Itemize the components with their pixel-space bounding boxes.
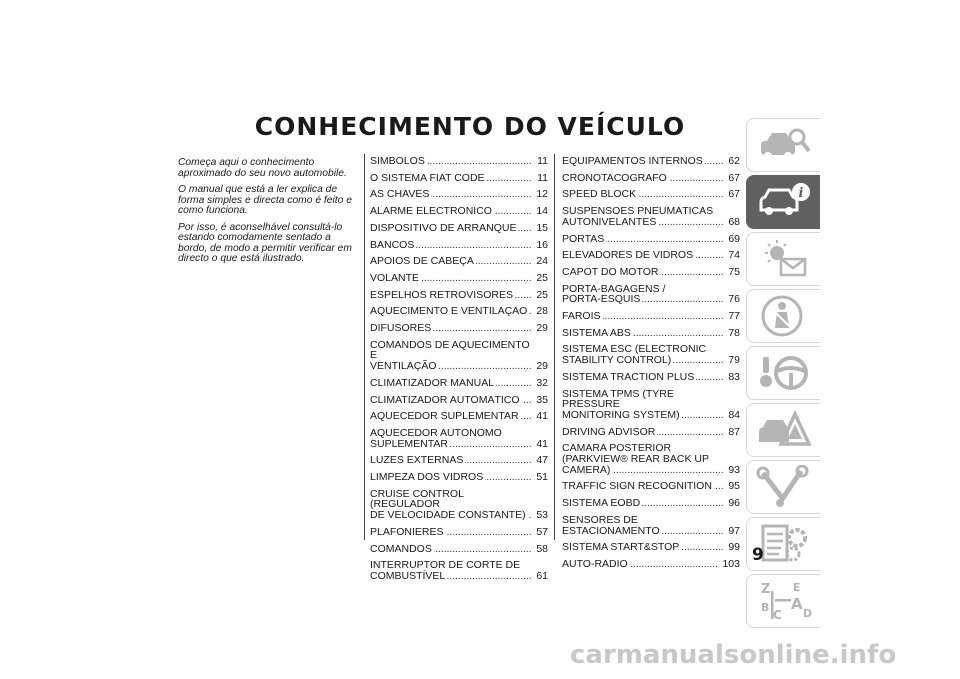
toc-entry-page: 41 — [531, 411, 548, 422]
intro-paragraph: Começa aqui o conhecimento aproximado do seu novo automobile. — [178, 157, 347, 179]
tab-alphabetical-index[interactable] — [746, 574, 820, 628]
toc-entry-page: 84 — [723, 410, 740, 421]
toc-entry-page: 57 — [531, 527, 548, 538]
toc-entry[interactable] — [562, 481, 740, 492]
toc-entry[interactable] — [370, 156, 548, 167]
toc-entry-title: CÂMARA POSTERIOR (PARKVIEW® REAR BACK UP CAMERA) — [562, 443, 709, 476]
toc-entry-page: 11 — [531, 156, 548, 167]
svg-text:B: B — [760, 601, 769, 614]
watermark: carmanualsonline.info — [570, 640, 897, 670]
toc-entry-title: SENSORES DE ESTACIONAMENTO — [562, 514, 660, 537]
tab-emergency[interactable] — [746, 403, 820, 457]
toc-entry-page: 62 — [723, 156, 740, 167]
car-breakdown-triangle-icon — [755, 408, 813, 452]
toc-entry[interactable] — [562, 372, 740, 383]
toc-entry[interactable] — [562, 173, 740, 184]
toc-entry-page: 77 — [723, 311, 740, 322]
toc-entry-page: 14 — [531, 206, 548, 217]
toc-entry[interactable] — [562, 344, 740, 365]
toc-entry-title: SISTEMA START&STOP — [562, 542, 680, 553]
toc-entry-page: 53 — [531, 510, 548, 521]
toc-entry-title: SISTEMA TRACTION PLUS — [562, 371, 695, 383]
toc-entry-page: 12 — [531, 189, 548, 200]
column-divider — [364, 154, 365, 540]
toc-entry-page: 25 — [531, 290, 548, 301]
toc-entry-title: CAPOT DO MOTOR — [562, 266, 659, 278]
toc-entry[interactable] — [562, 189, 740, 200]
toc-entry-title: AQUECIMENTO E VENTILAÇÃO — [370, 306, 528, 318]
toc-column-1 — [370, 156, 548, 588]
toc-entry-page: 74 — [723, 250, 740, 261]
toc-entry-page: 78 — [723, 328, 740, 339]
toc-entry[interactable] — [562, 234, 740, 245]
toc-entry[interactable] — [562, 250, 740, 261]
toc-entry-page: 97 — [723, 526, 740, 537]
toc-entry-title: SISTEMA EOBD — [562, 498, 641, 509]
toc-entry-page: 99 — [723, 542, 740, 553]
tab-warning-lights[interactable] — [746, 232, 820, 286]
toc-entry[interactable] — [370, 544, 548, 555]
toc-entry-title: ELEVADORES DE VIDROS — [562, 250, 694, 261]
toc-entry-page: 93 — [723, 465, 740, 476]
toc-entry-page: 103 — [719, 559, 740, 570]
toc-entry-title: AS CHAVES — [370, 189, 430, 201]
car-info-icon — [755, 180, 813, 224]
toc-entry-title: ALARME ELECTRÓNICO — [370, 206, 492, 217]
car-search-icon — [755, 123, 813, 167]
toc-entry-title: TRAFFIC SIGN RECOGNITION — [562, 481, 712, 493]
toc-entry-page: 28 — [531, 306, 548, 317]
toc-entry[interactable] — [562, 542, 740, 553]
toc-entry[interactable] — [370, 428, 548, 449]
toc-entry[interactable] — [370, 240, 548, 251]
toc-entry-title: CRUISE CONTROL (REGULADOR DE VELOCIDADE CONSTANTE) — [370, 488, 526, 521]
toc-entry[interactable] — [370, 189, 548, 200]
toc-entry[interactable] — [562, 284, 740, 305]
toc-entry-page: 69 — [723, 234, 740, 245]
toc-entry-title: EQUIPAMENTOS INTERNOS — [562, 156, 703, 167]
toc-entry[interactable] — [370, 273, 548, 284]
toc-entry[interactable] — [370, 206, 548, 217]
toc-entry-title: SÍMBOLOS — [370, 156, 425, 167]
toc-entry-title: SISTEMA ABS — [562, 327, 631, 339]
tab-car-knowledge-search[interactable] — [746, 118, 820, 172]
toc-entry-page: 41 — [531, 439, 548, 450]
toc-entry[interactable] — [562, 328, 740, 339]
toc-entry-title: SUSPENSÕES PNEUMÁTICAS AUTONIVELANTES — [562, 206, 714, 228]
toc-entry[interactable] — [562, 559, 740, 570]
toc-entry-page: 95 — [723, 481, 740, 492]
tab-knowing-vehicle[interactable] — [746, 175, 820, 229]
toc-entry-title: INTERRUPTOR DE CORTE DE COMBUSTÍVEL — [370, 560, 521, 582]
toc-entry[interactable] — [562, 498, 740, 509]
toc-entry[interactable] — [562, 311, 740, 322]
intro-paragraph: Por isso, é aconselhável consultá-lo estando comodamente sentado a bordo, de modo a permitir verificar em directo o que está ilustrado. — [178, 221, 352, 264]
toc-entry-title: SISTEMA TPMS (TYRE PRESSURE MONITORING SYSTEM) — [562, 388, 680, 421]
toc-entry[interactable] — [562, 156, 740, 167]
toc-entry-title: PLAFONIERES — [370, 526, 444, 538]
tab-safety[interactable] — [746, 289, 820, 343]
toc-entry-title: LUZES EXTERNAS — [370, 455, 464, 467]
toc-entry-page: 67 — [723, 189, 740, 200]
toc-entry-title: COMANDOS — [370, 543, 432, 555]
toc-entry-title: AQUECEDOR AUTÓNOMO SUPLEMENTAR — [370, 427, 502, 450]
toc-entry-title: DIFUSORES — [370, 323, 432, 334]
toc-entry[interactable] — [562, 267, 740, 278]
toc-entry-title: LIMPEZA DOS VIDROS — [370, 472, 484, 483]
toc-entry-title: O SISTEMA FIAT CODE — [370, 172, 485, 184]
toc-entry[interactable] — [370, 323, 548, 334]
toc-entry[interactable] — [562, 427, 740, 438]
toc-entry[interactable] — [370, 378, 548, 389]
toc-entry-page: 35 — [531, 395, 548, 406]
toc-entry-title: CLIMATIZADOR MANUAL — [370, 377, 495, 389]
tab-starting-driving[interactable] — [746, 346, 820, 400]
toc-entry-page: 29 — [531, 323, 548, 334]
toc-entry-page: 16 — [531, 240, 548, 251]
toc-entry[interactable] — [562, 206, 740, 227]
toc-entry[interactable] — [370, 455, 548, 466]
tab-maintenance[interactable] — [746, 460, 820, 514]
toc-entry-page: 67 — [723, 173, 740, 184]
toc-entry-page: 29 — [531, 361, 548, 372]
toc-entry-title: VOLANTE — [370, 272, 420, 284]
toc-entry-title: DISPOSITIVO DE ARRANQUE — [370, 222, 517, 234]
toc-entry-title: AQUECEDOR SUPLEMENTAR — [370, 411, 519, 422]
toc-entry-page: 47 — [531, 455, 548, 466]
toc-entry-page: 24 — [531, 256, 548, 267]
toc-entry[interactable] — [370, 472, 548, 483]
toc-entry-page: 11 — [531, 173, 548, 184]
intro-text — [178, 158, 354, 271]
svg-text:C: C — [772, 608, 782, 622]
warning-light-message-icon — [755, 237, 813, 281]
toc-entry[interactable] — [562, 443, 740, 475]
toc-entry-title: AUTO-RÁDIO — [562, 558, 628, 570]
toc-entry[interactable] — [370, 395, 548, 406]
toc-entry-page: 68 — [723, 217, 740, 228]
svg-text:A: A — [790, 595, 803, 613]
toc-entry-page: 25 — [531, 273, 548, 284]
svg-text:i: i — [798, 186, 803, 201]
toc-entry[interactable] — [370, 173, 548, 184]
toc-entry-title: DRIVING ADVISOR — [562, 426, 656, 438]
svg-text:Z: Z — [760, 582, 770, 597]
toc-entry-page: 83 — [723, 372, 740, 383]
page-number: 9 — [752, 545, 764, 565]
toc-entry-page: 15 — [531, 223, 548, 234]
toc-entry-title: PORTA-BAGAGENS / PORTA-ESQUIS — [562, 283, 666, 306]
toc-entry-page: 87 — [723, 427, 740, 438]
maintenance-tools-icon — [755, 465, 813, 509]
toc-entry-title: ESPELHOS RETROVISORES — [370, 289, 513, 301]
toc-entry[interactable] — [370, 223, 548, 234]
svg-text:D: D — [802, 607, 812, 620]
toc-entry-page: 79 — [723, 355, 740, 366]
toc-entry[interactable] — [370, 560, 548, 581]
toc-entry-title: FARÓIS — [562, 311, 601, 322]
column-divider — [554, 154, 555, 540]
toc-entry-title: COMANDOS DE AQUECIMENTO E VENTILAÇÃO — [370, 339, 530, 372]
toc-entry-page: 96 — [723, 498, 740, 509]
safety-person-icon — [755, 294, 813, 338]
toc-entry[interactable] — [562, 389, 740, 421]
toc-entry[interactable] — [370, 489, 548, 521]
toc-entry-page: 58 — [531, 544, 548, 555]
toc-column-2 — [562, 156, 740, 576]
toc-entry[interactable] — [370, 340, 548, 372]
key-steering-icon — [755, 351, 813, 395]
toc-entry[interactable] — [562, 515, 740, 536]
toc-entry[interactable] — [370, 290, 548, 301]
toc-entry-title: CLIMATIZADOR AUTOMÁTICO — [370, 394, 520, 406]
toc-entry[interactable] — [370, 256, 548, 267]
toc-entry-page: 32 — [531, 378, 548, 389]
toc-entry-title: BANCOS — [370, 239, 415, 251]
toc-entry-title: PORTAS — [562, 233, 605, 245]
toc-entry-page: 51 — [531, 472, 548, 483]
toc-entry-title: SPEED BLOCK — [562, 189, 637, 201]
toc-entry[interactable] — [370, 411, 548, 422]
page-title: CONHECIMENTO DO VEÍCULO — [254, 112, 686, 141]
toc-entry-title: SISTEMA ESC (ELECTRONIC STABILITY CONTROL) — [562, 344, 707, 366]
toc-entry-page: 75 — [723, 267, 740, 278]
intro-paragraph: O manual que está a ler explica de forma simples e directa como é feito e como funciona. — [178, 184, 352, 216]
toc-entry-title: CRONOTACÓGRAFO — [562, 172, 667, 184]
toc-entry-title: APOIOS DE CABEÇA — [370, 256, 474, 267]
svg-text:E: E — [792, 581, 801, 594]
toc-entry[interactable] — [370, 527, 548, 538]
alphabetical-index-icon — [755, 579, 813, 623]
toc-entry[interactable] — [370, 306, 548, 317]
toc-entry-page: 61 — [531, 571, 548, 582]
toc-entry-page: 76 — [723, 294, 740, 305]
